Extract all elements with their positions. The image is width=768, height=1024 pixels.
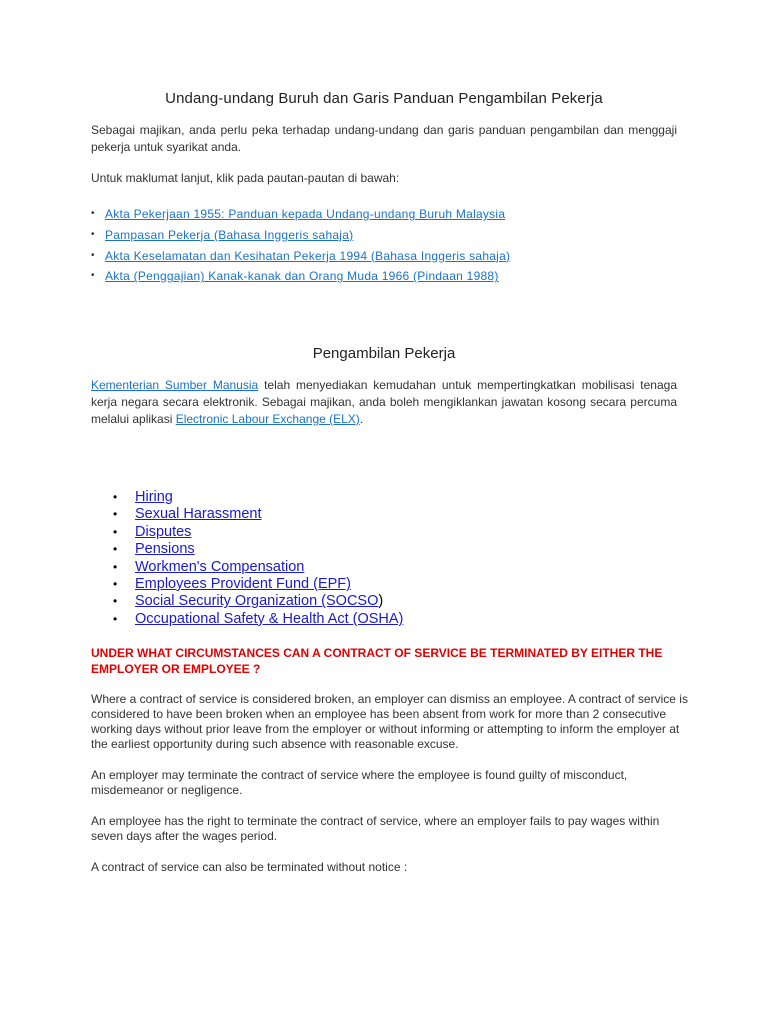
list-item: [113, 524, 403, 541]
hiring-paragraph: [91, 377, 677, 428]
link-pensions[interactable]: Pensions: [135, 541, 195, 558]
link-workers-compensation[interactable]: Pampasan Pekerja (Bahasa Inggeris sahaja): [105, 227, 354, 242]
hiring-text-a: telah menyediakan kemudahan untuk mempertingkatkan mobilisasi tenaga kerja negara secara elektronik. Sebagai majikan, anda boleh mengiklankan jawatan kosong secara percuma melalui aplikasi: [91, 378, 677, 426]
intro-paragraph: Sebagai majikan, anda perlu peka terhadap undang-undang dan garis panduan pengambilan dan menggaji pekerja untuk syarikat anda.: [91, 123, 677, 154]
list-item: [113, 611, 403, 628]
page-title: Undang-undang Buruh dan Garis Panduan Pengambilan Pekerja: [165, 90, 603, 107]
termination-heading: UNDER WHAT CIRCUMSTANCES CAN A CONTRACT OF SERVICE BE TERMINATED BY EITHER THE EMPLOYER OR EMPLOYEE ?: [91, 646, 663, 676]
list-item: [113, 593, 403, 610]
link-employment-act[interactable]: Akta Pekerjaan 1955: Panduan kepada Undang-undang Buruh Malaysia: [105, 207, 506, 221]
list-item: [91, 266, 510, 287]
bullet-icon: •: [113, 559, 118, 574]
law-links-list: [91, 204, 510, 287]
termination-paragraph-1: Where a contract of service is considered broken, an employer can dismiss an employee. A contract of service is considered to have been broken when an employee has been absent from work for more than 2 consecutive working days without prior leave from the employer or without informing or attempting to inform the employer at the earliest opportunity during such absence with reasonable excuse.: [91, 692, 688, 751]
socso-suffix: ): [378, 593, 384, 610]
bullet-icon: •: [113, 542, 118, 557]
link-children-young-persons-act[interactable]: Akta (Penggajian) Kanak-kanak dan Orang Muda 1966 (Pindaan 1988): [105, 269, 499, 284]
termination-paragraph-3: An employee has the right to terminate the contract of service, where an employer fails to pay wages within seven days after the wages period.: [91, 814, 660, 843]
link-sexual-harassment[interactable]: Sexual Harassment: [135, 506, 262, 523]
bullet-icon: •: [113, 490, 118, 504]
link-elx[interactable]: Electronic Labour Exchange (ELX): [175, 412, 360, 426]
bullet-icon: •: [113, 611, 118, 626]
link-ministry-human-resources[interactable]: Kementerian Sumber Manusia: [91, 378, 259, 392]
bullet-icon: •: [113, 507, 118, 522]
bullet-icon: •: [91, 270, 95, 282]
termination-paragraph-4: A contract of service can also be terminated without notice :: [91, 860, 408, 874]
bullet-icon: •: [91, 228, 95, 240]
list-item: [113, 559, 403, 576]
link-epf[interactable]: Employees Provident Fund (EPF): [135, 575, 351, 592]
list-item: [113, 541, 403, 558]
bullet-icon: •: [91, 249, 95, 261]
section-title-hiring: Pengambilan Pekerja: [312, 345, 456, 362]
list-item: [91, 225, 510, 246]
bullet-icon: •: [113, 594, 118, 609]
list-item: [91, 204, 510, 225]
link-osha[interactable]: Occupational Safety & Health Act (OSHA): [135, 610, 404, 627]
bullet-icon: •: [113, 524, 118, 539]
link-disputes[interactable]: Disputes: [135, 523, 192, 540]
list-item: [113, 576, 403, 593]
link-socso[interactable]: Social Security Organization (SOCSO: [135, 593, 379, 610]
list-item: [91, 246, 510, 267]
topics-list: [113, 489, 403, 628]
hiring-text-b: .: [359, 412, 364, 426]
list-item: [113, 489, 403, 506]
list-item: [113, 506, 403, 523]
link-safety-health-act[interactable]: Akta Keselamatan dan Kesihatan Pekerja 1994 (Bahasa Inggeris sahaja): [105, 248, 511, 263]
more-info-paragraph: Untuk maklumat lanjut, klik pada pautan-pautan di bawah:: [91, 171, 400, 185]
link-hiring[interactable]: Hiring: [135, 489, 173, 505]
termination-paragraph-2: An employer may terminate the contract of service where the employee is found guilty of misconduct, misdemeanor or negligence.: [91, 768, 628, 797]
bullet-icon: •: [91, 208, 95, 219]
bullet-icon: •: [113, 576, 118, 591]
link-workmens-compensation[interactable]: Workmen's Compensation: [135, 558, 305, 575]
